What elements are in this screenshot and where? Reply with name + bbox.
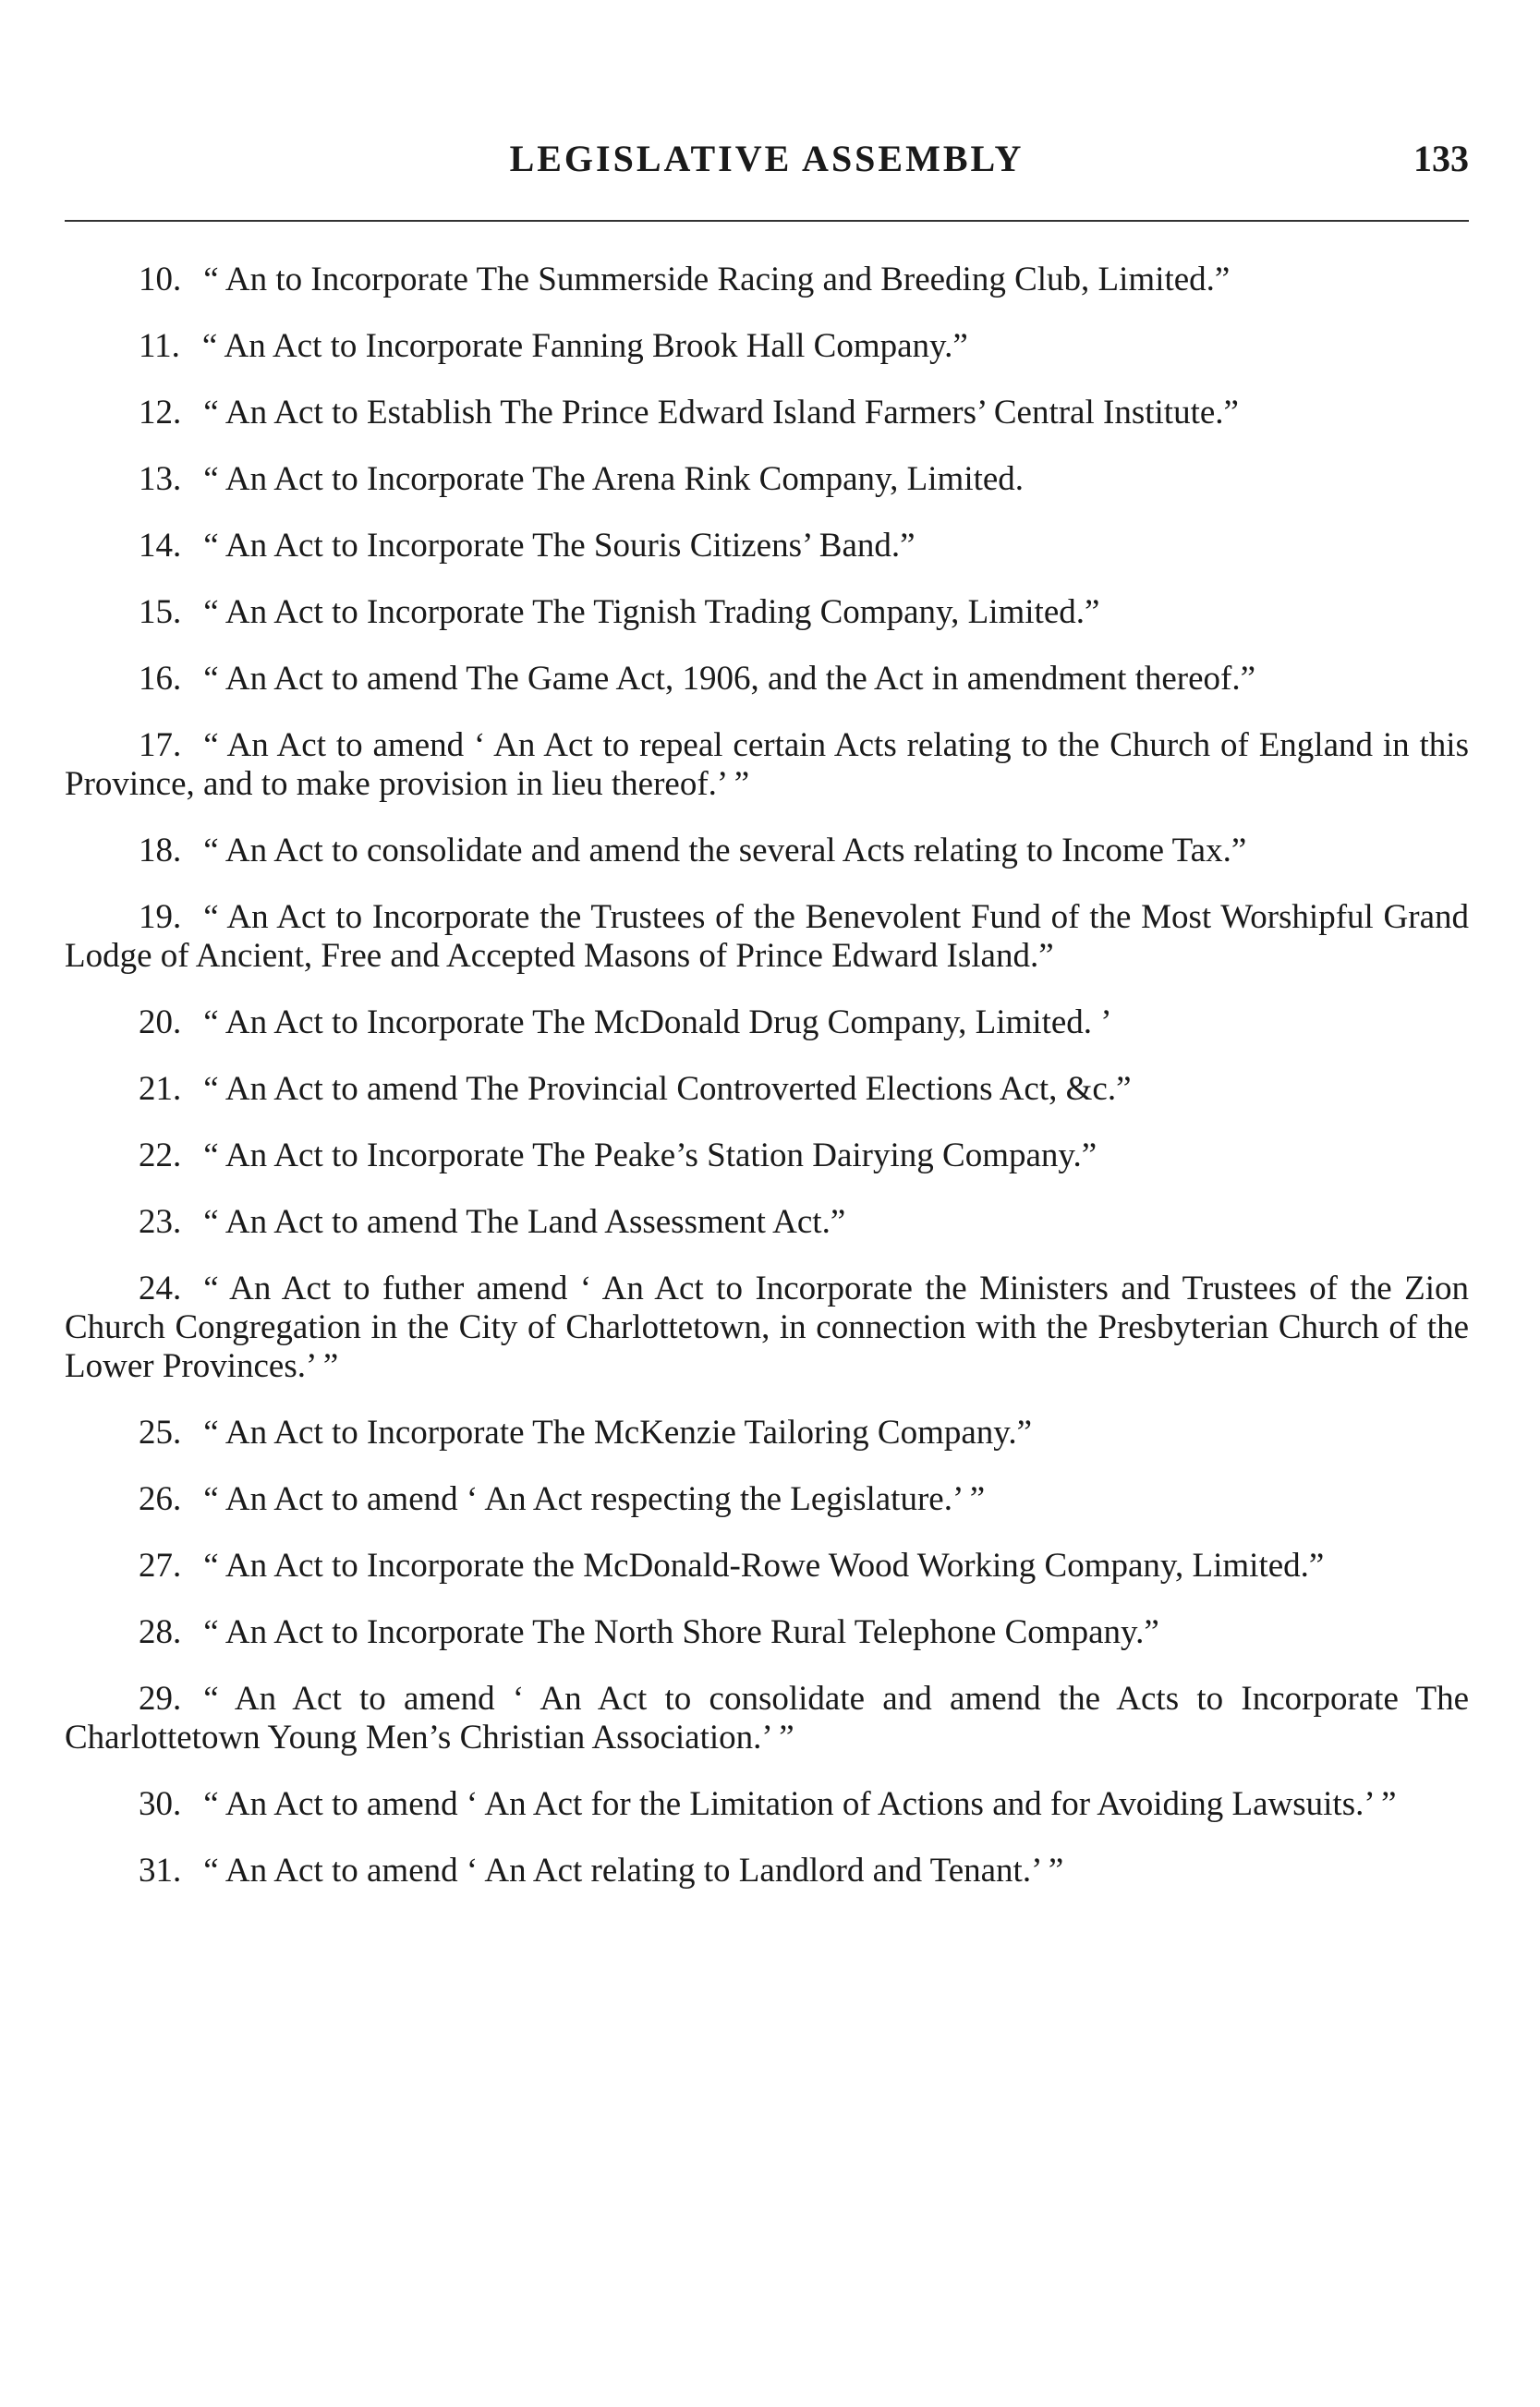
list-item (65, 460, 1469, 499)
item-number: 25. (139, 1414, 182, 1452)
item-text: “ An Act to Incorporate The Arena Rink Company, Limited. (203, 460, 1025, 498)
item-number: 16. (139, 660, 182, 698)
list-item (65, 261, 1469, 299)
item-text: “ An Act to Incorporate The North Shore Rural Telephone Company.” (203, 1613, 1159, 1651)
list-item (65, 1613, 1469, 1652)
list-item (65, 1547, 1469, 1586)
list-item (65, 1070, 1469, 1109)
list-item (65, 726, 1469, 804)
item-number: 29. (139, 1680, 182, 1718)
list-item (65, 1137, 1469, 1175)
page-number: 133 (1413, 138, 1469, 179)
list-item (65, 1785, 1469, 1824)
item-number: 31. (139, 1852, 182, 1890)
item-text: “ An Act to Incorporate Fanning Brook Hall Company.” (201, 327, 968, 365)
item-number: 11. (139, 327, 180, 365)
item-number: 23. (139, 1203, 182, 1241)
item-text: “ An Act to amend ‘ An Act to consolidate and amend the Acts to Incorporate The Charlottetown Young Men’s Christian Association.’ ” (65, 1680, 1469, 1757)
item-number: 20. (139, 1003, 182, 1041)
item-text: “ An Act to futher amend ‘ An Act to Incorporate the Ministers and Trustees of the Zion Church Congregation in the City of Charlottetown, in connection with the Presbyterian Church of the Lower Provinces.’ ” (65, 1270, 1469, 1385)
item-text: “ An Act to amend The Land Assessment Act.” (203, 1203, 846, 1241)
item-text: “ An Act to amend ‘ An Act relating to Landlord and Tenant.’ ” (203, 1852, 1064, 1890)
list-item (65, 898, 1469, 976)
item-number: 21. (139, 1070, 182, 1108)
list-item (65, 1003, 1469, 1042)
item-text: “ An Act to amend The Provincial Controverted Elections Act, &c.” (203, 1070, 1132, 1108)
item-text: “ An Act to amend The Game Act, 1906, and the Act in amendment thereof.” (203, 660, 1256, 698)
list-item (65, 660, 1469, 699)
page-title: LEGISLATIVE ASSEMBLY (509, 138, 1025, 179)
item-text: “ An Act to consolidate and amend the several Acts relating to Income Tax.” (203, 832, 1247, 869)
list-item (65, 1852, 1469, 1890)
item-text: “ An Act to Incorporate the McDonald-Rowe Wood Working Company, Limited.” (203, 1547, 1325, 1585)
list-item (65, 832, 1469, 870)
item-text: “ An Act to Incorporate The McKenzie Tailoring Company.” (203, 1414, 1033, 1452)
list-item (65, 1680, 1469, 1757)
item-number: 15. (139, 593, 182, 631)
list-item (65, 527, 1469, 565)
item-number: 14. (139, 527, 182, 565)
item-number: 27. (139, 1547, 182, 1585)
item-text: “ An Act to amend ‘ An Act to repeal certain Acts relating to the Church of England in this Province, and to make provision in lieu thereof.’ ” (65, 726, 1469, 803)
item-number: 30. (139, 1785, 182, 1823)
item-number: 10. (139, 261, 182, 298)
list-item (65, 1414, 1469, 1453)
item-number: 22. (139, 1137, 182, 1174)
acts-list (65, 261, 1469, 1918)
item-number: 26. (139, 1480, 182, 1518)
item-text: “ An Act to Establish The Prince Edward Island Farmers’ Central Institute.” (203, 394, 1239, 432)
item-number: 12. (139, 394, 182, 432)
item-number: 17. (139, 726, 182, 764)
item-number: 19. (139, 898, 182, 936)
item-text: “ An Act to Incorporate The Souris Citizens’ Band.” (203, 527, 916, 565)
page-header (65, 128, 1469, 192)
item-text: “ An Act to Incorporate The Peake’s Station Dairying Company.” (203, 1137, 1097, 1174)
list-item (65, 1203, 1469, 1242)
list-item (65, 1270, 1469, 1386)
item-number: 13. (139, 460, 182, 498)
item-text: “ An to Incorporate The Summerside Racing and Breeding Club, Limited.” (203, 261, 1231, 298)
list-item (65, 1480, 1469, 1519)
list-item (65, 394, 1469, 432)
item-text: “ An Act to Incorporate The McDonald Drug Company, Limited. ’ (203, 1003, 1112, 1041)
list-item (65, 327, 1469, 366)
item-text: “ An Act to amend ‘ An Act for the Limitation of Actions and for Avoiding Lawsuits.’ ” (203, 1785, 1397, 1823)
header-rule (65, 220, 1469, 222)
item-number: 24. (139, 1270, 182, 1307)
item-text: “ An Act to Incorporate the Trustees of the Benevolent Fund of the Most Worshipful Grand Lodge of Ancient, Free and Accepted Masons of Prince Edward Island.” (65, 898, 1469, 975)
item-number: 18. (139, 832, 182, 869)
item-number: 28. (139, 1613, 182, 1651)
list-item (65, 593, 1469, 632)
item-text: “ An Act to Incorporate The Tignish Trading Company, Limited.” (203, 593, 1100, 631)
item-text: “ An Act to amend ‘ An Act respecting the Legislature.’ ” (203, 1480, 986, 1518)
